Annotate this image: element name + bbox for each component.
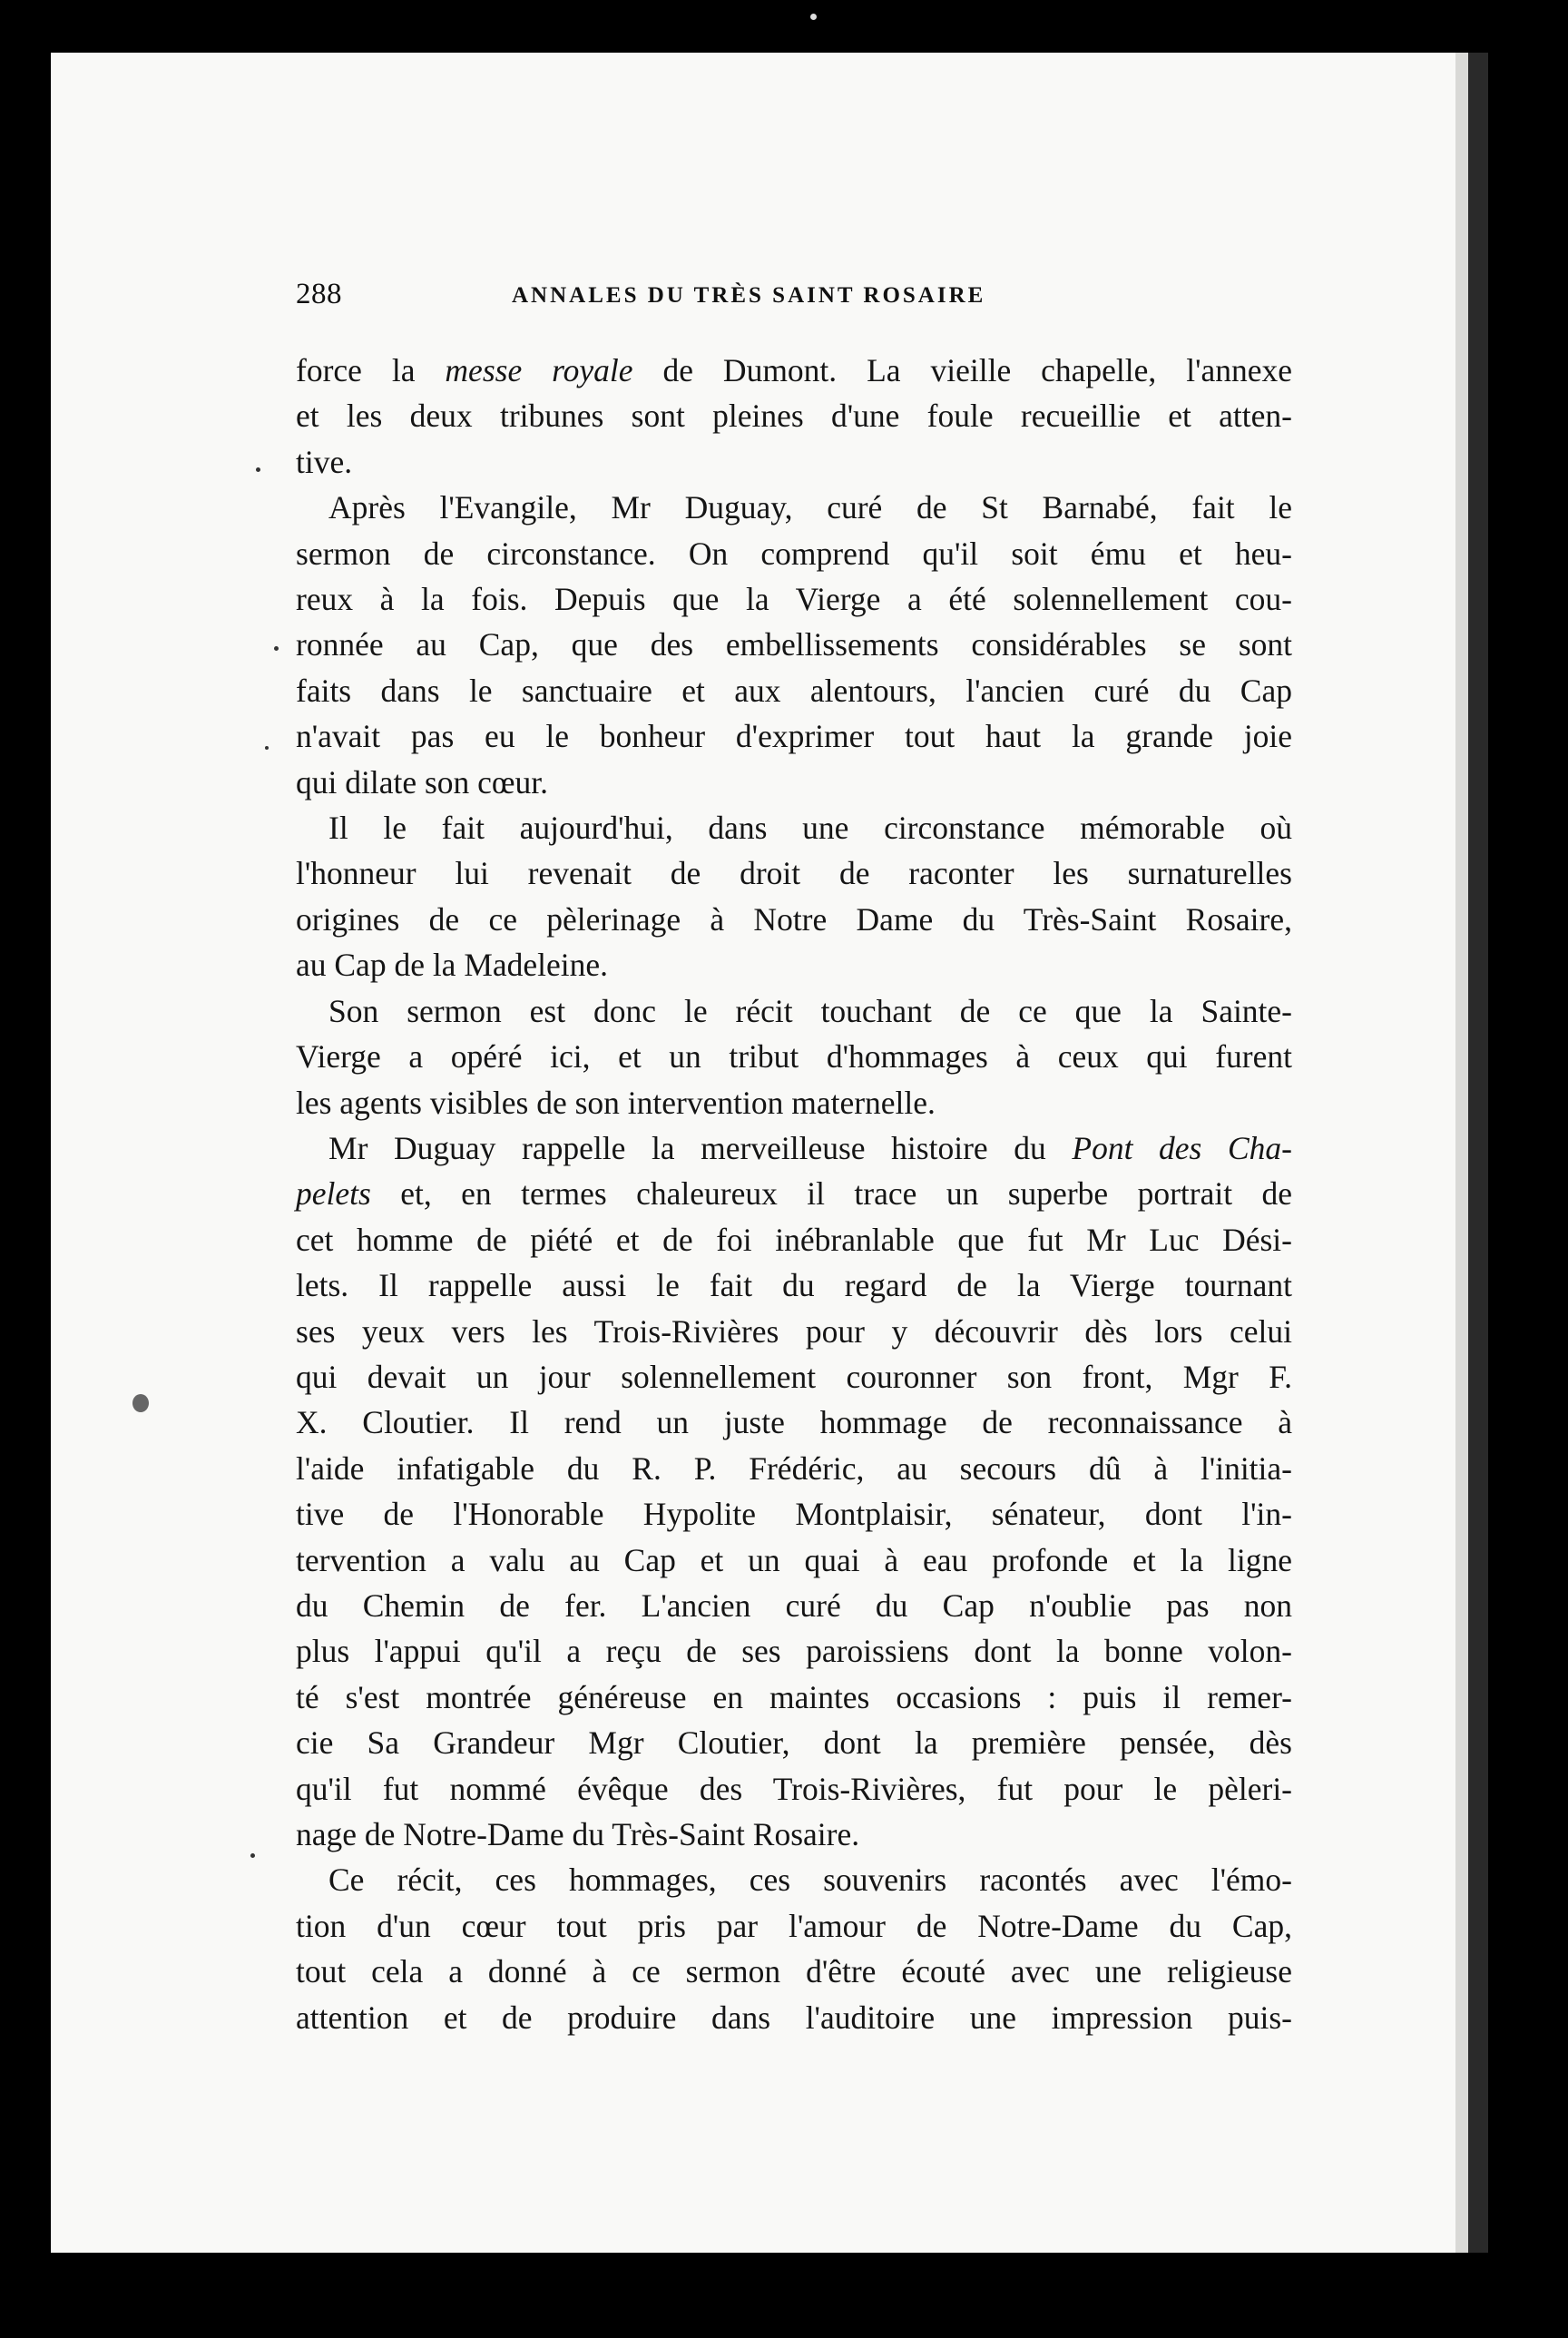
paragraph [296, 1857, 1292, 2040]
text-line [296, 1034, 1292, 1079]
text-line [296, 1812, 1292, 1857]
text-line [296, 1995, 1292, 2040]
page-number: 288 [296, 278, 342, 310]
text-run: faits dans le sanctuaire et aux alentours, l'ancien curé du Cap [296, 672, 1292, 709]
scan-speck [810, 14, 817, 20]
scan-speck [132, 1394, 149, 1412]
text-line [296, 1949, 1292, 1994]
text-line [296, 1583, 1292, 1628]
text-run: tervention a valu au Cap et un quai à eau profonde et la ligne [296, 1541, 1292, 1578]
text-run: Son sermon est donc le récit touchant de ce que la Sainte- [328, 992, 1292, 1029]
text-run: cet homme de piété et de foi inébranlable que fut Mr Luc Dési- [296, 1221, 1292, 1258]
scan-speck [265, 746, 269, 750]
scan-speck [256, 467, 260, 472]
text-line [296, 1125, 1292, 1171]
paragraph [296, 988, 1292, 1125]
text-run: force la [296, 352, 446, 388]
text-run: X. Cloutier. Il rend un juste hommage de reconnaissance à [296, 1404, 1292, 1441]
paragraph [296, 805, 1292, 988]
text-line [296, 897, 1292, 942]
text-run: tive de l'Honorable Hypolite Montplaisir, sénateur, dont l'in- [296, 1496, 1292, 1533]
text-run: l'honneur lui revenait de droit de raconter les surnaturelles [296, 855, 1292, 892]
text-run: plus l'appui qu'il a reçu de ses paroissiens dont la bonne volon- [296, 1633, 1292, 1670]
text-run: Mr Duguay rappelle la merveilleuse histoire du [328, 1129, 1073, 1166]
text-line [296, 1857, 1292, 1902]
text-line [296, 850, 1292, 896]
text-run: tout cela a donné à ce sermon d'être écouté avec une religieuse [296, 1953, 1292, 1990]
text-line [296, 622, 1292, 667]
scan-speck [250, 1853, 255, 1858]
text-line [296, 576, 1292, 622]
text-run: Après l'Evangile, Mr Duguay, curé de St Barnabé, fait le [328, 489, 1292, 526]
text-line [296, 760, 1292, 805]
text-line [296, 1628, 1292, 1674]
text-run: Il le fait aujourd'hui, dans une circonstance mémorable où [328, 810, 1292, 847]
text-run: l'aide infatigable du R. P. Frédéric, au secours dû à l'initia- [296, 1449, 1292, 1487]
scan-speck [274, 646, 279, 651]
text-run: qui devait un jour solennellement couronner son front, Mgr F. [296, 1358, 1292, 1395]
text-run: qui dilate son cœur. [296, 763, 549, 801]
text-run: nage de Notre-Dame du Très-Saint Rosaire. [296, 1816, 860, 1852]
page-header [296, 278, 1294, 323]
text-line [296, 805, 1292, 850]
body-text [296, 348, 1292, 2040]
text-run: sermon de circonstance. On comprend qu'il soit ému et heu- [296, 535, 1292, 572]
text-run: cie Sa Grandeur Mgr Cloutier, dont la première pensée, dès [296, 1724, 1292, 1762]
text-line [296, 485, 1292, 530]
text-run: n'avait pas eu le bonheur d'exprimer tout haut la grande joie [296, 718, 1292, 755]
text-line [296, 393, 1292, 438]
text-run: qu'il fut nommé évêque des Trois-Rivières, fut pour le pèleri- [296, 1770, 1292, 1807]
text-line [296, 1262, 1292, 1308]
text-run: ronnée au Cap, que des embellissements considérables se sont [296, 626, 1292, 663]
text-line [296, 988, 1292, 1034]
text-line [296, 1537, 1292, 1583]
facing-page-strip [1468, 53, 1488, 2253]
text-line [296, 1400, 1292, 1445]
paragraph [296, 348, 1292, 485]
text-run: tion d'un cœur tout pris par l'amour de Notre-Dame du Cap, [296, 1907, 1292, 1944]
text-line [296, 1766, 1292, 1812]
running-title: ANNALES DU TRÈS SAINT ROSAIRE [512, 283, 986, 308]
text-line [296, 531, 1292, 576]
italic-text: pelets [296, 1175, 371, 1213]
text-run: de Dumont. La vieille chapelle, l'annexe [632, 352, 1293, 388]
text-run: reux à la fois. Depuis que la Vierge a été solennellement cou- [296, 581, 1292, 618]
text-line [296, 668, 1292, 713]
text-run: Vierge a opéré ici, et un tribut d'hommages à ceux qui furent [296, 1038, 1292, 1076]
text-line [296, 439, 1292, 485]
text-line [296, 942, 1292, 987]
text-run: du Chemin de fer. L'ancien curé du Cap n'oublie pas non [296, 1586, 1292, 1624]
text-run: attention et de produire dans l'auditoire une impression puis- [296, 1999, 1292, 2036]
text-line [296, 1491, 1292, 1537]
text-line [296, 1675, 1292, 1720]
text-line [296, 1903, 1292, 1949]
text-run: tive. [296, 443, 353, 480]
paragraph [296, 1125, 1292, 1858]
text-run: lets. Il rappelle aussi le fait du regard de la Vierge tournant [296, 1267, 1292, 1304]
text-line [296, 1446, 1292, 1491]
text-line [296, 1720, 1292, 1765]
text-line [296, 1171, 1292, 1216]
text-run: et les deux tribunes sont pleines d'une foule recueillie et atten- [296, 398, 1292, 435]
text-line [296, 1354, 1292, 1400]
text-run: les agents visibles de son intervention maternelle. [296, 1084, 936, 1121]
page-edge [1455, 53, 1468, 2253]
text-run: ses yeux vers les Trois-Rivières pour y découvrir dès lors celui [296, 1312, 1292, 1350]
paragraph [296, 485, 1292, 805]
text-run: et, en termes chaleureux il trace un superbe portrait de [370, 1175, 1292, 1213]
text-line [296, 348, 1292, 393]
text-line [296, 1080, 1292, 1125]
italic-text: messe royale [445, 352, 633, 388]
text-run: origines de ce pèlerinage à Notre Dame du Très-Saint Rosaire, [296, 900, 1292, 938]
italic-text: Pont des Cha- [1072, 1129, 1292, 1166]
text-line [296, 1217, 1292, 1262]
text-run: Ce récit, ces hommages, ces souvenirs racontés avec l'émo- [328, 1862, 1292, 1899]
text-line [296, 713, 1292, 759]
text-run: té s'est montrée généreuse en maintes occasions : puis il remer- [296, 1678, 1292, 1715]
text-line [296, 1309, 1292, 1354]
text-run: au Cap de la Madeleine. [296, 947, 609, 984]
